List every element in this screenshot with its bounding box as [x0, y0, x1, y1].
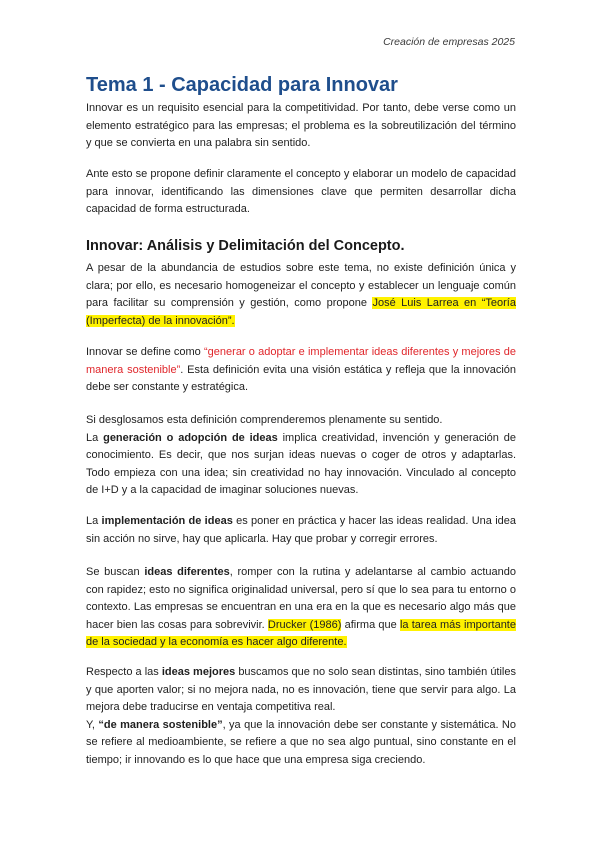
- text: La: [86, 431, 104, 444]
- text: Se buscan: [86, 566, 145, 578]
- text: es poner en práctica y hacer las ideas realidad. Una idea sin acción no sirve, hay que aplicarla. Hay que probar y corregir errores.: [86, 515, 516, 545]
- paragraph-better-ideas: [86, 664, 516, 770]
- text: , ya que la innovación debe ser constante y sistemática. No se refiere al medioambiente, se refiere a que no sea algo puntual, sino constante en el tiempo; ir innovando es lo que hace que una empresa siga creciendo.: [86, 718, 516, 766]
- paragraph-definition: [86, 344, 516, 397]
- highlight-drucker: Drucker (1986): [267, 618, 342, 631]
- text: . Esta definición evita una visión estática y refleja que la innovación debe ser constante y estratégica.: [86, 363, 516, 394]
- section-heading: Innovar: Análisis y Delimitación del Concepto.: [86, 238, 405, 254]
- bold-term: ideas diferentes: [144, 566, 230, 578]
- paragraph-different-ideas: [86, 564, 516, 652]
- intro-paragraph-2: Ante esto se propone definir claramente el concepto y elaborar un modelo de capacidad para innovar, identificando las dimensiones clave que permiten desarrollar dicha capacidad de forma estructurada.: [86, 168, 516, 216]
- text: afirma que: [341, 618, 400, 631]
- text: A pesar de la abundancia de estudios sobre este tema, no existe definición única y clara; por ello, es necesario homogeneizar el concepto y establecer un lenguaje común para facilitar su comprensión y gestión, como propone: [86, 262, 516, 310]
- text: La: [86, 515, 102, 527]
- page-title: Tema 1 - Capacidad para Innovar: [86, 74, 398, 96]
- highlight-larrea: José Luis Larrea en “Teoría (Imperfecta) de la innovación”.: [86, 297, 516, 327]
- text: , romper con la rutina y adelantarse al cambio actuando con rapidez; esto no significa originalidad universal, pero sí que lo sea para tu entorno o contexto. Las empresas se encuentran en una era en la que es necesario algo más que hacer bien las cosas para sobrevivir.: [86, 566, 516, 631]
- bold-term: ideas mejores: [161, 666, 236, 678]
- paragraph-breakdown: [86, 412, 516, 500]
- definition-quote: “generar o adoptar e implementar ideas diferentes y mejores de manera sostenible”: [86, 346, 516, 376]
- text: buscamos que no solo sean distintas, sino también útiles y que aporten valor; si no mejora nada, no es innovación, tiene que servir para algo. La mejora debe traducirse en ventaja competitiva real.: [86, 666, 516, 714]
- bold-term: “de manera sostenible”: [98, 718, 223, 731]
- text: Si desglosamos esta definición comprenderemos plenamente su sentido.: [86, 414, 443, 426]
- paragraph-implementation: [86, 513, 516, 548]
- intro-paragraph-1: Innovar es un requisito esencial para la competitividad. Por tanto, debe verse como un elemento estratégico para las empresas; el problema es la sobreutilización del término y que se convierta en una palabra sin sentido.: [86, 102, 516, 150]
- text: implica creatividad, invención y generación de conocimiento. Es decir, que nos surjan ideas nuevas o coger de otros y adaptarlas. Todo empieza con una idea; sin creatividad no hay innovación. Vinculado al concepto de I+D y a la capacidad de imaginar soluciones nuevas.: [86, 431, 516, 497]
- page-header: Creación de empresas 2025: [383, 36, 515, 48]
- text: Y,: [86, 718, 99, 731]
- bold-term: implementación de ideas: [101, 515, 233, 527]
- paragraph-definition-context: [86, 260, 516, 330]
- text: Respecto a las: [86, 666, 162, 678]
- highlight-quote: la tarea más importante de la sociedad y la economía es hacer algo diferente.: [86, 618, 516, 649]
- bold-term: generación o adopción de ideas: [103, 431, 278, 444]
- text: Innovar se define como: [86, 346, 205, 358]
